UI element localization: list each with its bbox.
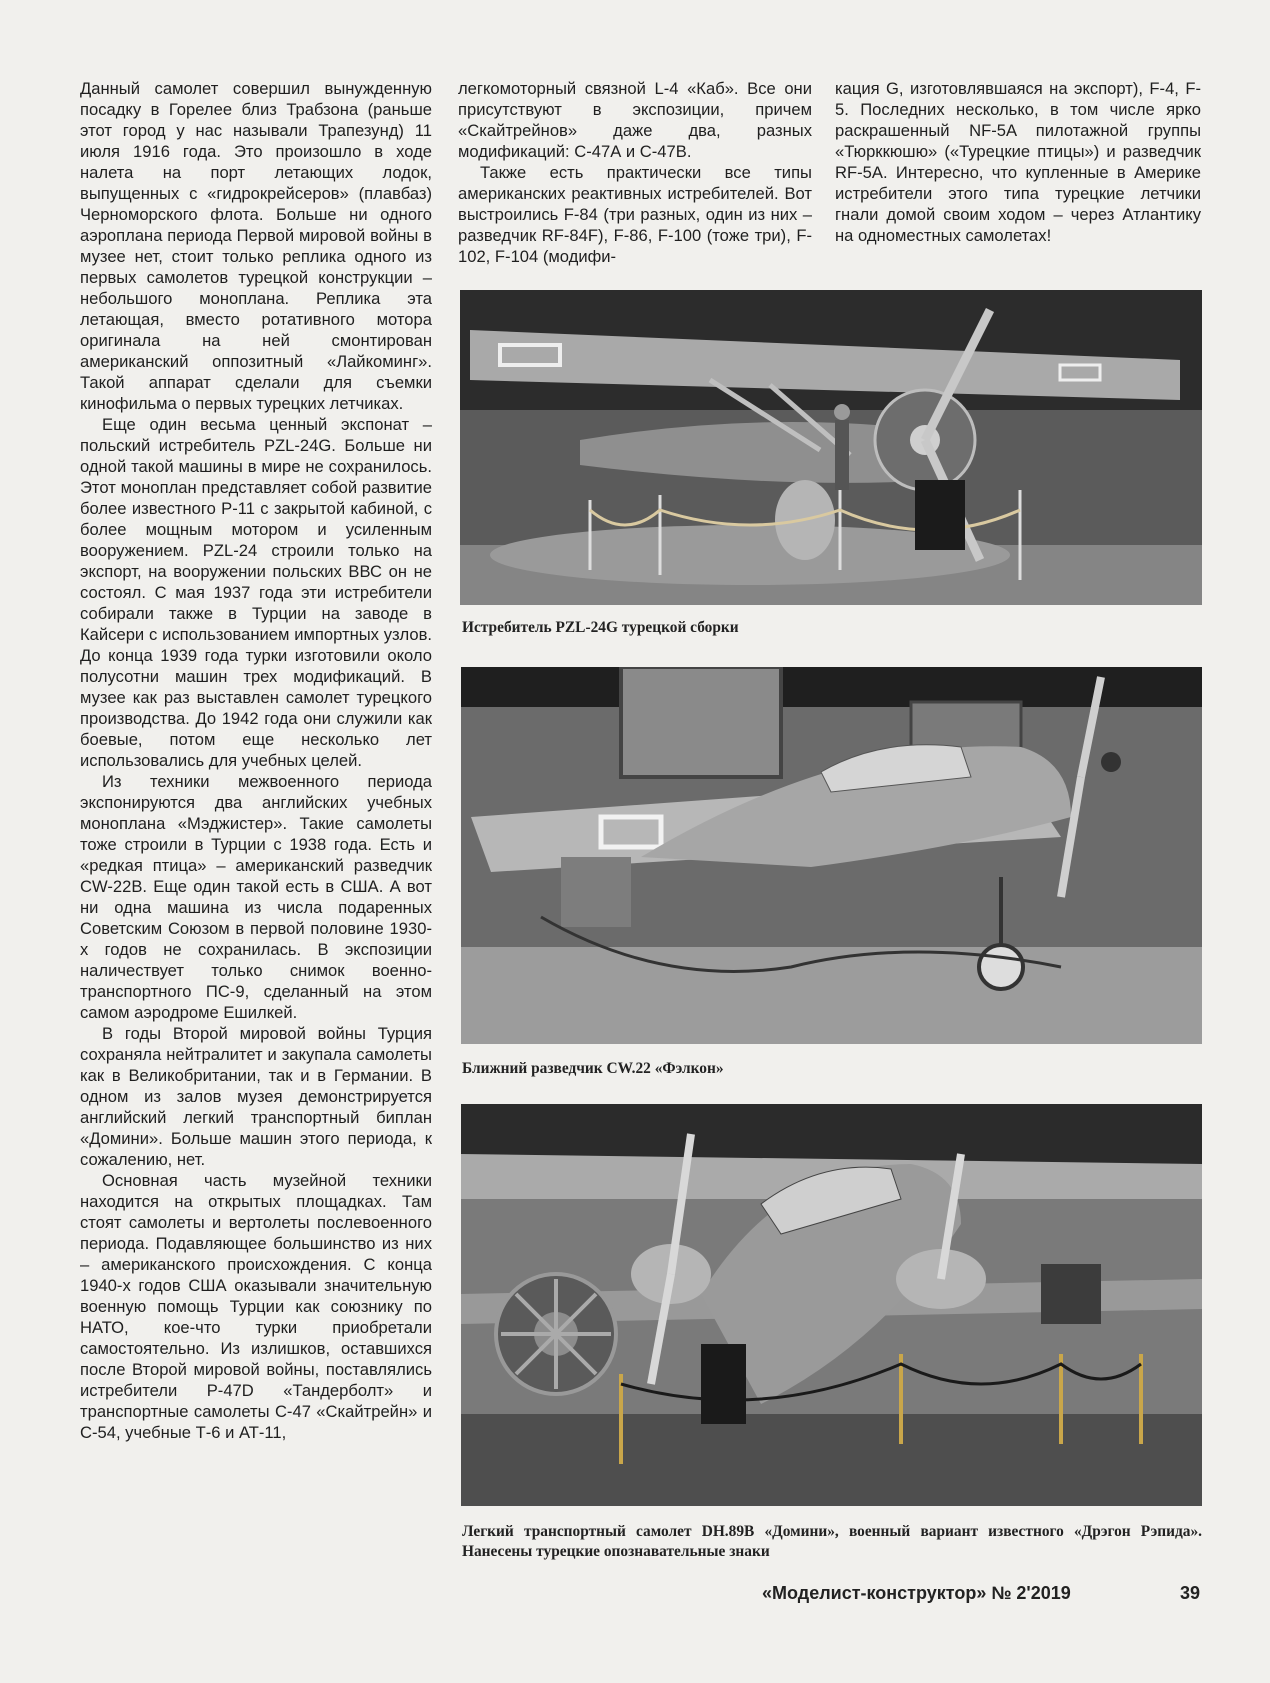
figure-caption: Ближний разведчик CW.22 «Фэлкон» [462,1060,724,1077]
journal-title: «Моделист-конструктор» № 2'2019 [762,1583,1071,1603]
paragraph: Данный самолет совершил вынужденную посадку в Горелее близ Трабзона (раньше этот город у нас называли Трапезунд) 11 июля 1916 года. Это произошло в ходе налета на порт летающих лодок, выпущенных с «гидрокрейсеров» (плавбаз) Черноморского флота. Больше ни одного аэроплана периода Первой мировой войны в музее нет, стоит только реплика одного из первых самолетов турецкой конструкции – небольшого моноплана. Реплика эта летающая, вместо ротативного мотора оригинала на ней смонтирован американский оппозитный «Лайкоминг». Такой аппарат сделали для съемки кинофильма о первых турецких летчиках. [80,79,432,413]
text-column-2 [458,78,812,278]
text-column-1 [80,78,432,1548]
paragraph: Также есть практически все типы американских реактивных истребителей. Вот выстроились F-84 (три разных, один из них – разведчик RF-84F), F-86, F-100 (тоже три), F-102, F-104 (модифи- [458,163,812,266]
figure-caption: Истребитель PZL-24G турецкой сборки [462,619,739,636]
paragraph: кация G, изготовлявшаяся на экспорт), F-4, F-5. Последних несколько, в том числе ярко раскрашенный NF-5A пилотажной группы «Тюрккюшю» («Турецкие птицы») и разведчик RF-5A. Интересно, что купленные в Америке истребители этого типа турецкие летчики гнали домой своим ходом – через Атлантику на одноместных самолетах! [835,79,1201,245]
paragraph: Еще один весьма ценный экспонат – польский истребитель PZL-24G. Больше ни одной такой машины в мире не сохранилось. Этот моноплан представляет собой развитие более известного Р-11 с закрытой кабиной, с более мощным мотором и усиленным вооружением. PZL-24 строили только на экспорт, на вооружении польских ВВС он не состоял. С мая 1937 года эти истребители собирали также в Турции на заводе в Кайсери с использованием импортных узлов. До конца 1939 года турки изготовили около полусотни машин трех модификаций. В музее как раз выставлен самолет турецкого производства. До 1942 года они служили как боевые, потом еще несколько лет использовались для учебных целей. [80,415,432,770]
figure-caption: Легкий транспортный самолет DH.89B «Домини», военный вариант известного «Дрэгон Рэпида». Нанесены турецкие опознавательные знаки [462,1523,1202,1560]
photo-dh89b-dominie [461,1104,1202,1506]
page-number: 39 [1180,1583,1201,1603]
text-column-3 [835,78,1201,278]
paragraph: легкомоторный связной L-4 «Каб». Все они присутствуют в экспозиции, причем «Скайтрейнов» даже два, разных модификаций: С-47А и С-47В. [458,79,812,161]
paragraph: Из техники межвоенного периода экспонируются два английских учебных моноплана «Мэджистер». Такие самолеты тоже строили в Турции с 1938 года. Есть и «редкая птица» – американский разведчик CW-22B. Еще один такой есть в США. А вот ни одна машина из числа подаренных Советским Союзом в первой половине 1930-х годов не сохранилась. В экспозиции наличествует только снимок военно-транспортного ПС-9, сделанный на этом самом аэродроме Ешилкей. [80,772,432,1022]
photo-cw22-falcon [461,667,1202,1044]
paragraph: В годы Второй мировой войны Турция сохраняла нейтралитет и закупала самолеты как в Великобритании, так и в Германии. В одном из залов музея демонстрируется английский легкий транспортный биплан «Домини». Больше машин этого периода, к сожалению, нет. [80,1024,432,1169]
photo-pzl-24g [460,290,1202,605]
paragraph: Основная часть музейной техники находится на открытых площадках. Там стоят самолеты и вертолеты послевоенного периода. Подавляющее большинство из них – американского происхождения. С конца 1940-х годов США оказывали значительную военную помощь Турции как союзнику по НАТО, кое-что турки приобретали самостоятельно. Из излишков, оставшихся после Второй мировой войны, поставлялись истребители Р-47D «Тандерболт» и транспортные самолеты С-47 «Скайтрейн» и С-54, учебные Т-6 и АТ-11, [80,1171,432,1442]
